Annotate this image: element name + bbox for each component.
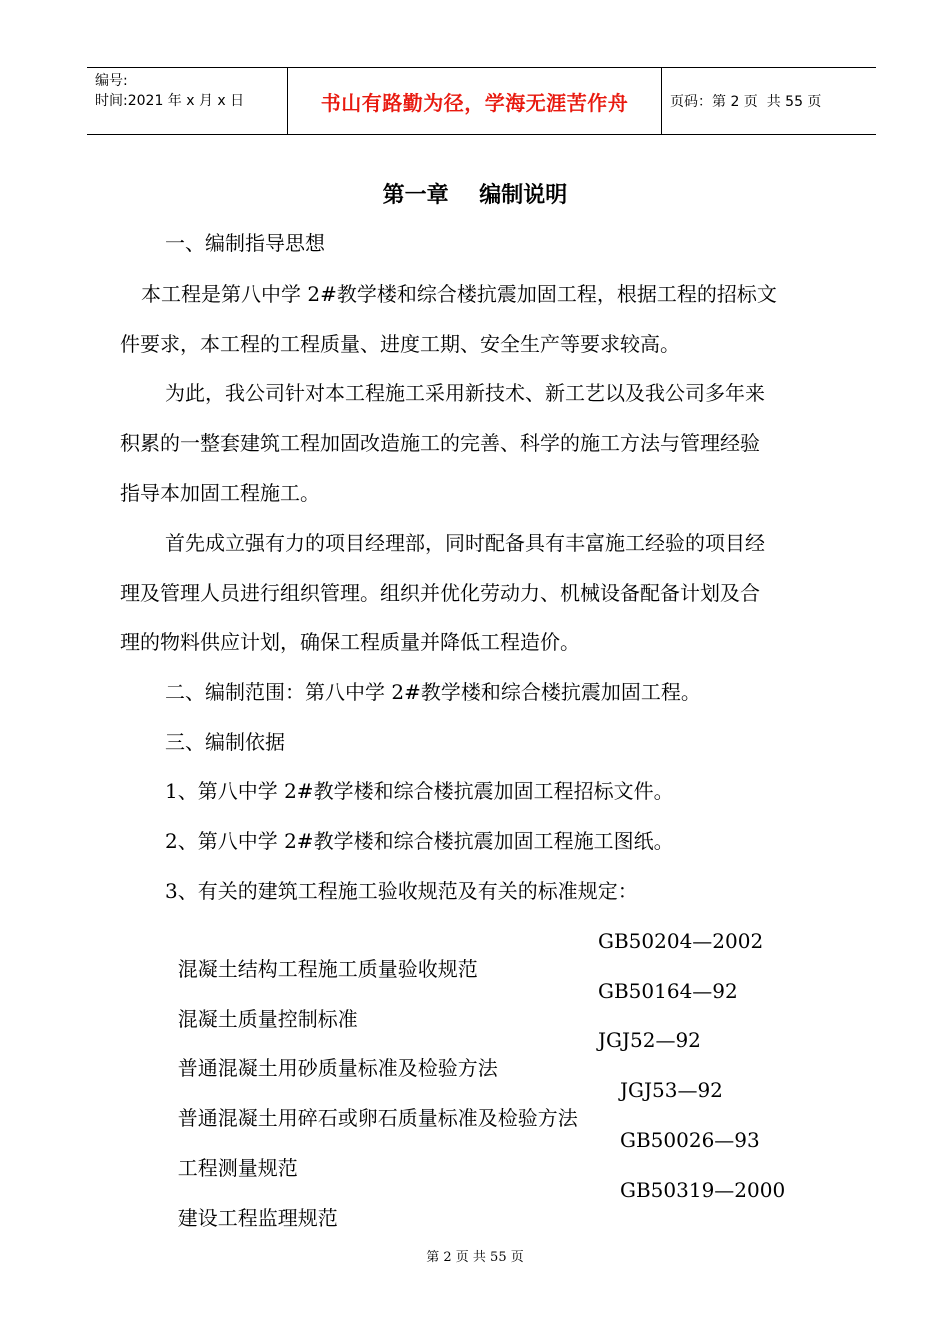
- standard-name: 建设工程监理规范: [177, 1206, 338, 1230]
- document-time-label: 时间:2021 年 x 月 x 日: [95, 93, 245, 109]
- basis-item: 2、第八中学 2#教学楼和综合楼抗震加固工程施工图纸。: [165, 829, 674, 853]
- chapter-title: 第一章 编制说明: [382, 183, 568, 208]
- section-heading: 二、编制范围：第八中学 2#教学楼和综合楼抗震加固工程。: [165, 680, 701, 704]
- standard-name: 普通混凝土用砂质量标准及检验方法: [177, 1056, 498, 1080]
- standard-code: GB50319—2000: [620, 1178, 786, 1202]
- paragraph-line: 指导本加固工程施工。: [120, 481, 320, 505]
- standard-code: JGJ53—92: [620, 1078, 723, 1102]
- standard-code: GB50204—2002: [598, 929, 764, 953]
- page-indicator-text: 页码：第 2 页 共 55 页: [670, 94, 822, 110]
- standard-name: 工程测量规范: [177, 1156, 298, 1180]
- header-page-indicator: [662, 68, 876, 134]
- paragraph-line: 为此，我公司针对本工程施工采用新技术、新工艺以及我公司多年来: [165, 381, 765, 405]
- page-footer: 第 2 页 共 55 页: [426, 1250, 524, 1265]
- header-motto: 书山有路勤为径，学海无涯苦作舟: [320, 90, 629, 115]
- standard-name: 混凝土质量控制标准: [177, 1007, 358, 1031]
- paragraph-line: 理的物料供应计划，确保工程质量并降低工程造价。: [120, 630, 580, 654]
- standard-code: GB50164—92: [598, 979, 738, 1003]
- header-meta: [87, 68, 287, 134]
- standard-code: GB50026—93: [620, 1128, 760, 1152]
- document-number-label: 编号:: [95, 73, 128, 89]
- paragraph-line: 本工程是第八中学 2#教学楼和综合楼抗震加固工程，根据工程的招标文: [141, 282, 777, 306]
- paragraph-line: 理及管理人员进行组织管理。组织并优化劳动力、机械设备配备计划及合: [120, 581, 760, 605]
- basis-item: 1、第八中学 2#教学楼和综合楼抗震加固工程招标文件。: [165, 779, 674, 803]
- section-heading: 一、编制指导思想: [165, 231, 325, 255]
- paragraph-line: 积累的一整套建筑工程加固改造施工的完善、科学的施工方法与管理经验: [120, 431, 760, 455]
- standard-name: 普通混凝土用碎石或卵石质量标准及检验方法: [177, 1106, 578, 1130]
- paragraph-line: 首先成立强有力的项目经理部，同时配备具有丰富施工经验的项目经: [165, 531, 765, 555]
- section-heading: 三、编制依据: [165, 730, 285, 754]
- standard-name: 混凝土结构工程施工质量验收规范: [177, 957, 478, 981]
- page-header: [87, 67, 876, 135]
- paragraph-line: 件要求，本工程的工程质量、进度工期、安全生产等要求较高。: [120, 332, 680, 356]
- standard-code: JGJ52—92: [598, 1028, 701, 1052]
- basis-item: 3、有关的建筑工程施工验收规范及有关的标准规定：: [165, 879, 638, 903]
